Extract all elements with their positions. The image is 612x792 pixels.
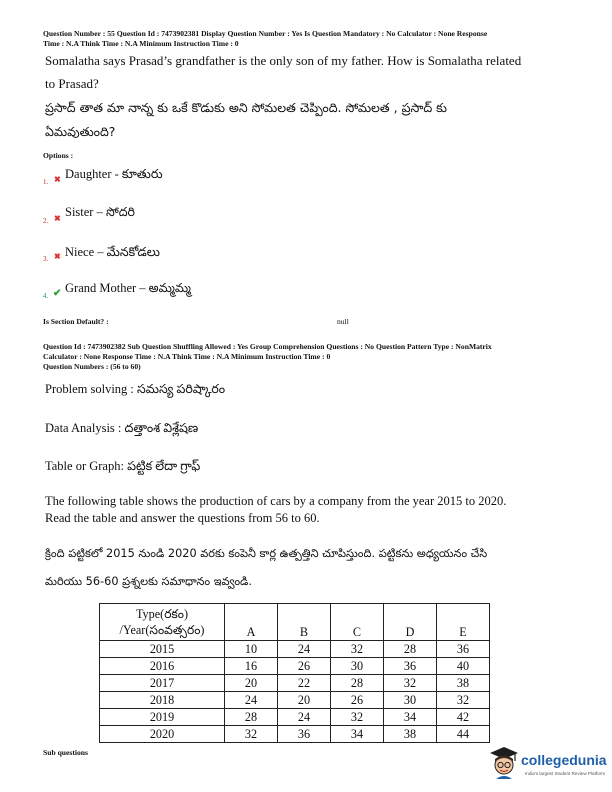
table-row [100, 692, 490, 709]
group-meta-line: Question Id : 7473902382 Sub Question Shuffling Allowed : Yes Group Comprehension Questions : No Question Pattern Type : NonMatrix [43, 342, 492, 351]
table-header-row [100, 604, 490, 641]
sub-questions-label: Sub questions [43, 748, 88, 757]
value-cell: 24 [225, 692, 278, 709]
value-cell: 34 [384, 709, 437, 726]
year-cell: 2017 [100, 675, 225, 692]
year-cell: 2020 [100, 726, 225, 743]
cars-production-table [99, 603, 490, 743]
question-text-en [45, 51, 585, 94]
question-text-te [45, 98, 585, 142]
question-meta [43, 29, 603, 49]
question-meta-line: Question Number : 55 Question Id : 7473902381 Display Question Number : Yes Is Question Mandatory : No Calculator : None Response [43, 29, 488, 38]
group-meta-line: Question Numbers : (56 to 60) [43, 362, 141, 371]
question-meta-line: Time : N.A Think Time : N.A Minimum Instruction Time : 0 [43, 39, 239, 48]
column-header: A [225, 604, 278, 641]
column-header: C [331, 604, 384, 641]
topic-table-graph: Table or Graph: పట్టిక లేదా గ్రాఫ్ [45, 459, 201, 473]
column-header: B [278, 604, 331, 641]
value-cell: 38 [384, 726, 437, 743]
option-number: 3. [43, 255, 49, 263]
option-text: Sister – సోదరి [65, 205, 135, 219]
year-cell: 2018 [100, 692, 225, 709]
value-cell: 44 [437, 726, 490, 743]
header-type-label: Type(రకం) [135, 607, 189, 621]
section-default-value: null [337, 317, 349, 326]
year-cell: 2015 [100, 641, 225, 658]
value-cell: 36 [437, 641, 490, 658]
table-header-type-year [100, 604, 225, 641]
group-meta-line: Calculator : None Response Time : N.A Think Time : N.A Minimum Instruction Time : 0 [43, 352, 331, 361]
option-text: Daughter - కూతురు [65, 167, 163, 181]
option-text: Grand Mother – అమ్మమ్మ [65, 281, 191, 295]
value-cell: 32 [437, 692, 490, 709]
column-header: E [437, 604, 490, 641]
student-mascot-icon [489, 746, 519, 780]
passage-line: క్రింది పట్టికలో 2015 నుండి 2020 వరకు కంపెనీ కార్ల ఉత్పత్తిని చూపిస్తుంది. పట్టికను అధ్యయనం చేసి [45, 547, 488, 560]
table-row [100, 641, 490, 658]
value-cell: 16 [225, 658, 278, 675]
value-cell: 32 [225, 726, 278, 743]
header-year-label: /Year(సంవత్సరం) [119, 623, 205, 637]
value-cell: 42 [437, 709, 490, 726]
question-line: ఏమవుతుంది? [45, 124, 116, 139]
value-cell: 10 [225, 641, 278, 658]
value-cell: 32 [331, 709, 384, 726]
value-cell: 20 [278, 692, 331, 709]
wrong-mark-icon: ✖ [54, 214, 61, 223]
value-cell: 38 [437, 675, 490, 692]
correct-check-icon: ✔ [53, 288, 62, 299]
value-cell: 36 [278, 726, 331, 743]
option-text: Niece – మేనకోడలు [65, 245, 160, 259]
value-cell: 20 [225, 675, 278, 692]
brand-tagline: India's largest Student Review Platform [525, 771, 606, 776]
passage-line: Read the table and answer the questions from 56 to 60. [45, 511, 320, 525]
value-cell: 30 [331, 658, 384, 675]
group-meta [43, 342, 603, 372]
passage-en [45, 493, 590, 527]
option-number: 1. [43, 178, 49, 186]
passage-line: The following table shows the production of cars by a company from the year 2015 to 2020. [45, 494, 507, 508]
value-cell: 28 [225, 709, 278, 726]
value-cell: 30 [384, 692, 437, 709]
topic-problem-solving: Problem solving : సమస్య పరిష్కారం [45, 382, 226, 396]
table-row [100, 726, 490, 743]
year-cell: 2016 [100, 658, 225, 675]
brand-name: collegedunia [521, 752, 607, 768]
table-row [100, 709, 490, 726]
wrong-mark-icon: ✖ [54, 175, 61, 184]
table-row [100, 658, 490, 675]
value-cell: 22 [278, 675, 331, 692]
year-cell: 2019 [100, 709, 225, 726]
value-cell: 28 [331, 675, 384, 692]
value-cell: 32 [384, 675, 437, 692]
section-default-label: Is Section Default? : [43, 317, 109, 326]
question-line: to Prasad? [45, 76, 99, 91]
passage-line: మరియు 56-60 ప్రశ్నలకు సమాధానం ఇవ్వండి. [45, 575, 252, 588]
option-number: 2. [43, 217, 49, 225]
question-line: ప్రసాద్ తాత మా నాన్న కు ఒకే కొడుకు అని సోమలత చెప్పింది. సోమలత , ప్రసాద్ కు [45, 100, 447, 115]
value-cell: 28 [384, 641, 437, 658]
options-label: Options : [43, 151, 74, 160]
passage-te [45, 540, 590, 596]
value-cell: 24 [278, 641, 331, 658]
value-cell: 34 [331, 726, 384, 743]
value-cell: 26 [278, 658, 331, 675]
value-cell: 32 [331, 641, 384, 658]
column-header: D [384, 604, 437, 641]
wrong-mark-icon: ✖ [54, 252, 61, 261]
collegedunia-logo [489, 744, 605, 784]
topic-data-analysis: Data Analysis : దత్తాంశ విశ్లేషణ [45, 421, 199, 435]
table-row [100, 675, 490, 692]
value-cell: 24 [278, 709, 331, 726]
option-number: 4. [43, 292, 49, 300]
value-cell: 36 [384, 658, 437, 675]
question-line: Somalatha says Prasad’s grandfather is the only son of my father. How is Somalatha related [45, 53, 522, 68]
value-cell: 40 [437, 658, 490, 675]
value-cell: 26 [331, 692, 384, 709]
